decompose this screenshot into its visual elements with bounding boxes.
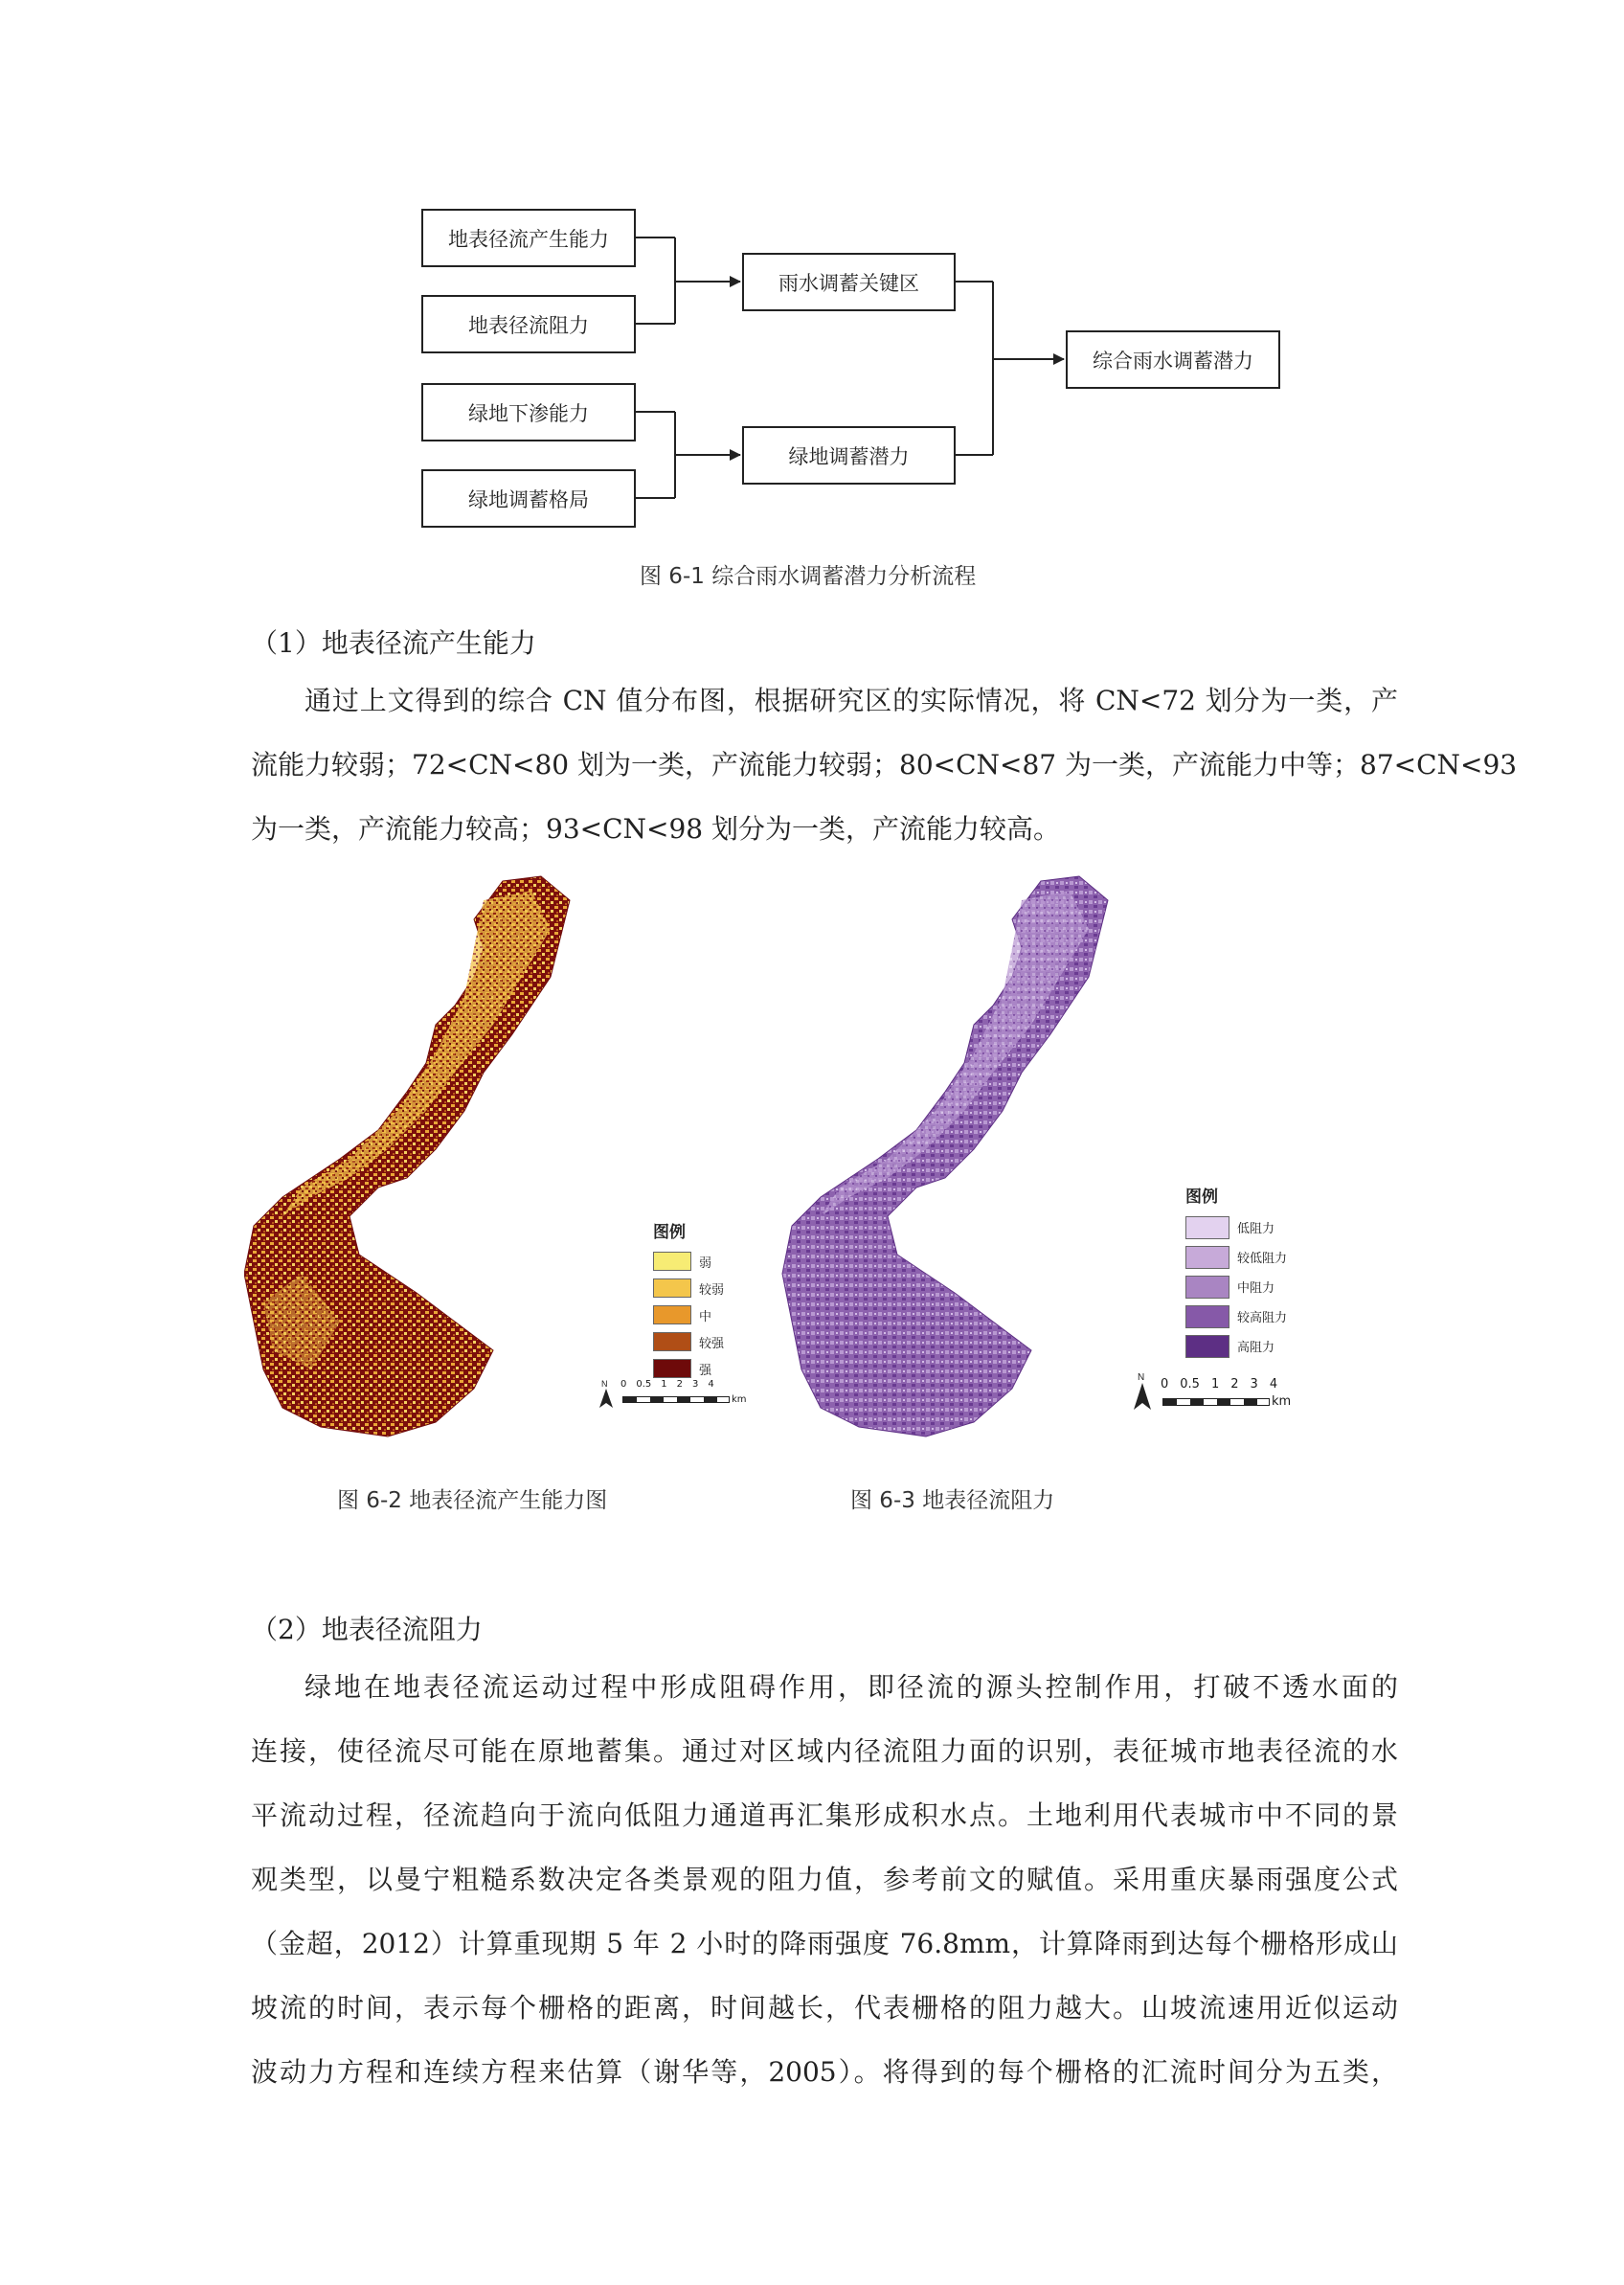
scale-bar [622, 1396, 730, 1403]
section2-line: 绿地在地表径流运动过程中形成阻碍作用，即径流的源头控制作用，打破不透水面的 [304, 1671, 1398, 1703]
section2-line: 平流动过程，径流趋向于流向低阻力通道再汇集形成积水点。土地利用代表城市中不同的景 [251, 1799, 1398, 1831]
section2-line: 坡流的时间，表示每个栅格的距离，时间越长，代表栅格的阻力越大。山坡流速用近似运动 [251, 1992, 1398, 2024]
legend-label: 弱 [699, 1256, 712, 1271]
section2-line: 连接，使径流尽可能在原地蓄集。通过对区域内径流阻力面的识别，表征城市地表径流的水 [251, 1735, 1398, 1767]
section1-line: 流能力较弱；72<CN<80 划为一类，产流能力较弱；80<CN<87 为一类，产流能力中等；87<CN<93 [251, 749, 1518, 781]
box-green-potential: 绿地调蓄潜力 [742, 426, 956, 485]
scale-label: 1 [1210, 1377, 1220, 1391]
legend-label: 较弱 [699, 1282, 725, 1298]
legend-item [653, 1301, 724, 1328]
scale-label: 0 [620, 1379, 627, 1390]
scale-label: 2 [1230, 1377, 1239, 1391]
scale-labels [1161, 1377, 1277, 1391]
scale-label: 3 [692, 1379, 699, 1390]
scale-label: 4 [1269, 1377, 1278, 1391]
left-map-scalebar [596, 1377, 749, 1415]
box-runoff-generation: 地表径流产生能力 [421, 209, 636, 267]
legend-label: 较强 [699, 1336, 725, 1351]
scale-label: 0.5 [636, 1379, 652, 1390]
scale-label: 4 [708, 1379, 714, 1390]
figure-6-1-caption: 图 6-1 综合雨水调蓄潜力分析流程 [640, 564, 977, 589]
legend-swatch [653, 1305, 691, 1324]
box-key-area: 雨水调蓄关键区 [742, 253, 956, 311]
section2-paragraph [251, 1655, 1398, 2104]
box-green-pattern: 绿地调蓄格局 [421, 469, 636, 528]
section1-line: 为一类，产流能力较高；93<CN<98 划分为一类，产流能力较高。 [251, 813, 1061, 845]
legend-swatch [1185, 1335, 1229, 1358]
legend-swatch [653, 1252, 691, 1271]
section1-line: 通过上文得到的综合 CN 值分布图，根据研究区的实际情况，将 CN<72 划分为一类，产 [304, 685, 1398, 716]
legend-label: 较低阻力 [1237, 1252, 1288, 1266]
legend-title: 图例 [653, 1223, 686, 1242]
legend-swatch [653, 1332, 691, 1351]
legend-swatch [1185, 1305, 1229, 1328]
figure-6-3-caption: 图 6-3 地表径流阻力 [850, 1488, 1055, 1513]
scale-label: 1 [661, 1379, 667, 1390]
section1-heading: （1）地表径流产生能力 [251, 627, 536, 659]
right-map-legend [1185, 1183, 1287, 1361]
legend-label: 中阻力 [1237, 1281, 1275, 1296]
legend-item [1185, 1301, 1287, 1331]
legend-item [1185, 1331, 1287, 1361]
section1-paragraph [251, 668, 1518, 861]
section2-line: 观类型，以曼宁粗糙系数决定各类景观的阻力值，参考前文的赋值。采用重庆暴雨强度公式 [251, 1864, 1398, 1895]
legend-swatch [1185, 1246, 1229, 1269]
figure-6-2-caption: 图 6-2 地表径流产生能力图 [337, 1488, 608, 1513]
scale-unit: km [1272, 1394, 1292, 1409]
legend-label: 较高阻力 [1237, 1311, 1288, 1325]
section2-heading: （2）地表径流阻力 [251, 1614, 483, 1645]
legend-item [1185, 1242, 1287, 1272]
box-green-infiltration: 绿地下渗能力 [421, 383, 636, 441]
legend-label: 中 [699, 1309, 712, 1324]
north-arrow-icon [596, 1377, 617, 1410]
section2-line: （金超，2012）计算重现期 5 年 2 小时的降雨强度 76.8mm，计算降雨到达每个栅格形成山 [251, 1928, 1398, 1959]
legend-title: 图例 [1185, 1188, 1218, 1207]
legend-swatch [1185, 1216, 1229, 1239]
legend-item [1185, 1212, 1287, 1242]
north-arrow-icon [1130, 1369, 1155, 1412]
legend-item [1185, 1272, 1287, 1301]
legend-swatch [653, 1278, 691, 1298]
legend-swatch [653, 1359, 691, 1378]
svg-text:N: N [601, 1379, 608, 1389]
scale-label: 0.5 [1180, 1377, 1200, 1391]
section2-line: 波动力方程和连续方程来估算（谢华等，2005）。将得到的每个栅格的汇流时间分为五类， [251, 2056, 1398, 2088]
scale-labels [620, 1379, 714, 1390]
scale-bar [1162, 1398, 1270, 1406]
svg-text:N: N [1138, 1372, 1145, 1383]
legend-label: 强 [699, 1363, 712, 1378]
legend-label: 高阻力 [1237, 1341, 1275, 1355]
right-map-scalebar [1130, 1369, 1302, 1417]
legend-item [653, 1248, 724, 1275]
legend-swatch [1185, 1276, 1229, 1299]
left-map-legend [653, 1218, 724, 1382]
scale-unit: km [732, 1394, 747, 1405]
legend-item [653, 1275, 724, 1301]
legend-item [653, 1328, 724, 1355]
scale-label: 3 [1250, 1377, 1258, 1391]
scale-label: 0 [1161, 1377, 1169, 1391]
legend-label: 低阻力 [1237, 1222, 1275, 1236]
box-runoff-resistance: 地表径流阻力 [421, 295, 636, 353]
scale-label: 2 [676, 1379, 684, 1390]
box-integrated-potential: 综合雨水调蓄潜力 [1066, 330, 1280, 389]
